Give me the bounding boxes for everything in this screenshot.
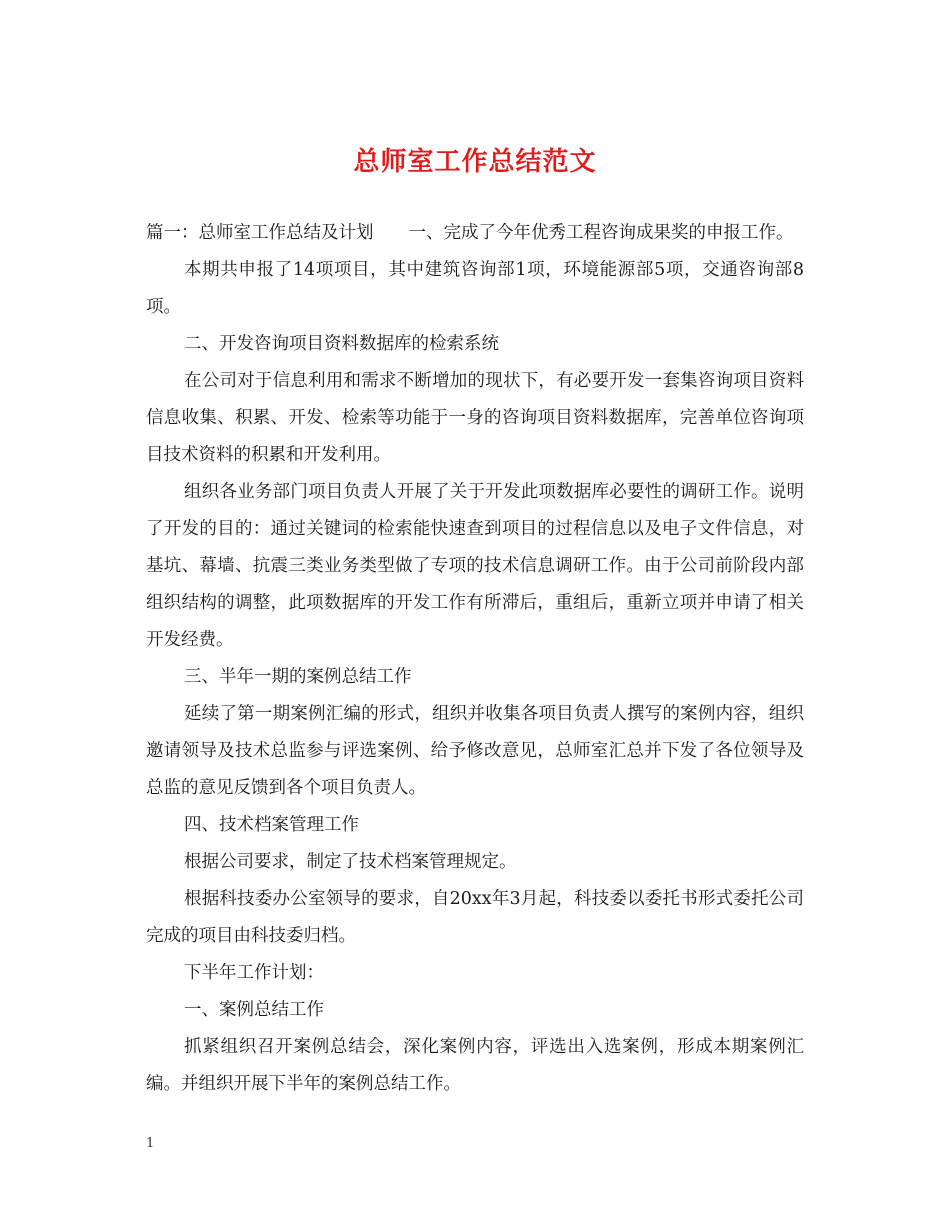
section-heading: 四、技术档案管理工作 [184,815,359,835]
section-heading: 下半年工作计划： [184,963,324,983]
paragraph: 在公司对于信息利用和需求不断增加的现状下，有必要开发一套集咨询项目资料信息收集、积累、开发、检索等功能于一身的咨询项目资料数据库，完善单位咨询项目技术资料的积累和开发利用。 [146,371,804,465]
paragraph: 组织各业务部门项目负责人开展了关于开发此项数据库必要性的调研工作。说明了开发的目的：通过关键词的检索能快速查到项目的过程信息以及电子文件信息，对基坑、幕墙、抗震三类业务类型做了专项的技术信息调研工作。由于公司前阶段内部组织结构的调整，此项数据库的开发工作有所滞后，重组后，重新立项并申请了相关开发经费。 [146,482,804,650]
section-heading: 三、半年一期的案例总结工作 [184,667,412,687]
paragraph: 本期共申报了14项项目，其中建筑咨询部1项，环境能源部5项，交通咨询部8项。 [146,260,804,317]
paragraph: 抓紧组织召开案例总结会，深化案例内容，评选出入选案例，形成本期案例汇编。并组织开展下半年的案例总结工作。 [146,1037,804,1094]
section-heading: 一、案例总结工作 [184,1000,324,1020]
paragraph-intro: 篇一：总师室工作总结及计划 一、完成了今年优秀工程咨询成果奖的申报工作。 [146,223,794,243]
paragraph: 根据公司要求，制定了技术档案管理规定。 [184,852,517,872]
document-body [146,215,804,1103]
document-title: 总师室工作总结范文 [353,147,597,177]
page-number: 1 [146,1136,155,1151]
paragraph: 根据科技委办公室领导的要求，自20xx年3月起，科技委以委托书形式委托公司完成的项目由科技委归档。 [146,889,804,946]
paragraph: 延续了第一期案例汇编的形式，组织并收集各项目负责人撰写的案例内容，组织邀请领导及技术总监参与评选案例、给予修改意见，总师室汇总并下发了各位领导及总监的意见反馈到各个项目负责人。 [146,704,804,798]
section-heading: 二、开发咨询项目资料数据库的检索系统 [184,334,499,354]
